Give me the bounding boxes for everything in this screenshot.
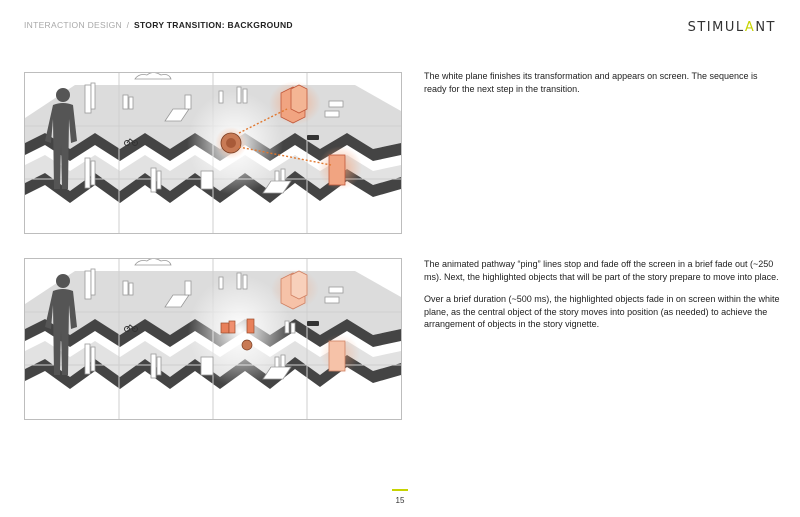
illustration-step-1 xyxy=(24,72,402,234)
step-2-paragraph-1: The animated pathway “ping” lines stop and fade off the screen in a brief fade out (~250 ms). Next, the highlighted objects that will be part of the story prepare to move into place. xyxy=(424,259,779,282)
illustration-step-1-scene xyxy=(25,73,401,233)
breadcrumb-section: INTERACTION DESIGN xyxy=(24,20,122,30)
breadcrumb xyxy=(24,20,293,30)
illustration-step-2 xyxy=(24,258,402,420)
page-title: STORY TRANSITION: BACKGROUND xyxy=(133,20,293,30)
breadcrumb-separator: / xyxy=(126,20,130,30)
car-icon xyxy=(307,321,319,326)
brand-logo-text-end: NT xyxy=(755,20,776,35)
step-1-paragraph: The white plane finishes its transformation and appears on screen. The sequence is ready for the next step in the transition. xyxy=(424,71,758,94)
step-2-paragraph-2: Over a brief duration (~500 ms), the highlighted objects fade in on screen within the white plane, as the central object of the story moves into position (as needed) to achieve the arrangement of objects in the story vignette. xyxy=(424,294,780,329)
footer-accent-rule xyxy=(392,489,408,491)
step-2-description xyxy=(424,258,780,341)
step-1-description xyxy=(424,70,780,105)
cloud xyxy=(135,259,171,265)
brand-logo-accent: A xyxy=(744,20,756,35)
brand-logo-text-start: STIMUL xyxy=(687,20,745,35)
page-number: 15 xyxy=(395,496,405,505)
car-icon xyxy=(307,135,319,140)
cloud xyxy=(135,73,171,79)
illustration-step-2-scene xyxy=(25,259,401,419)
brand-logo xyxy=(688,20,776,35)
